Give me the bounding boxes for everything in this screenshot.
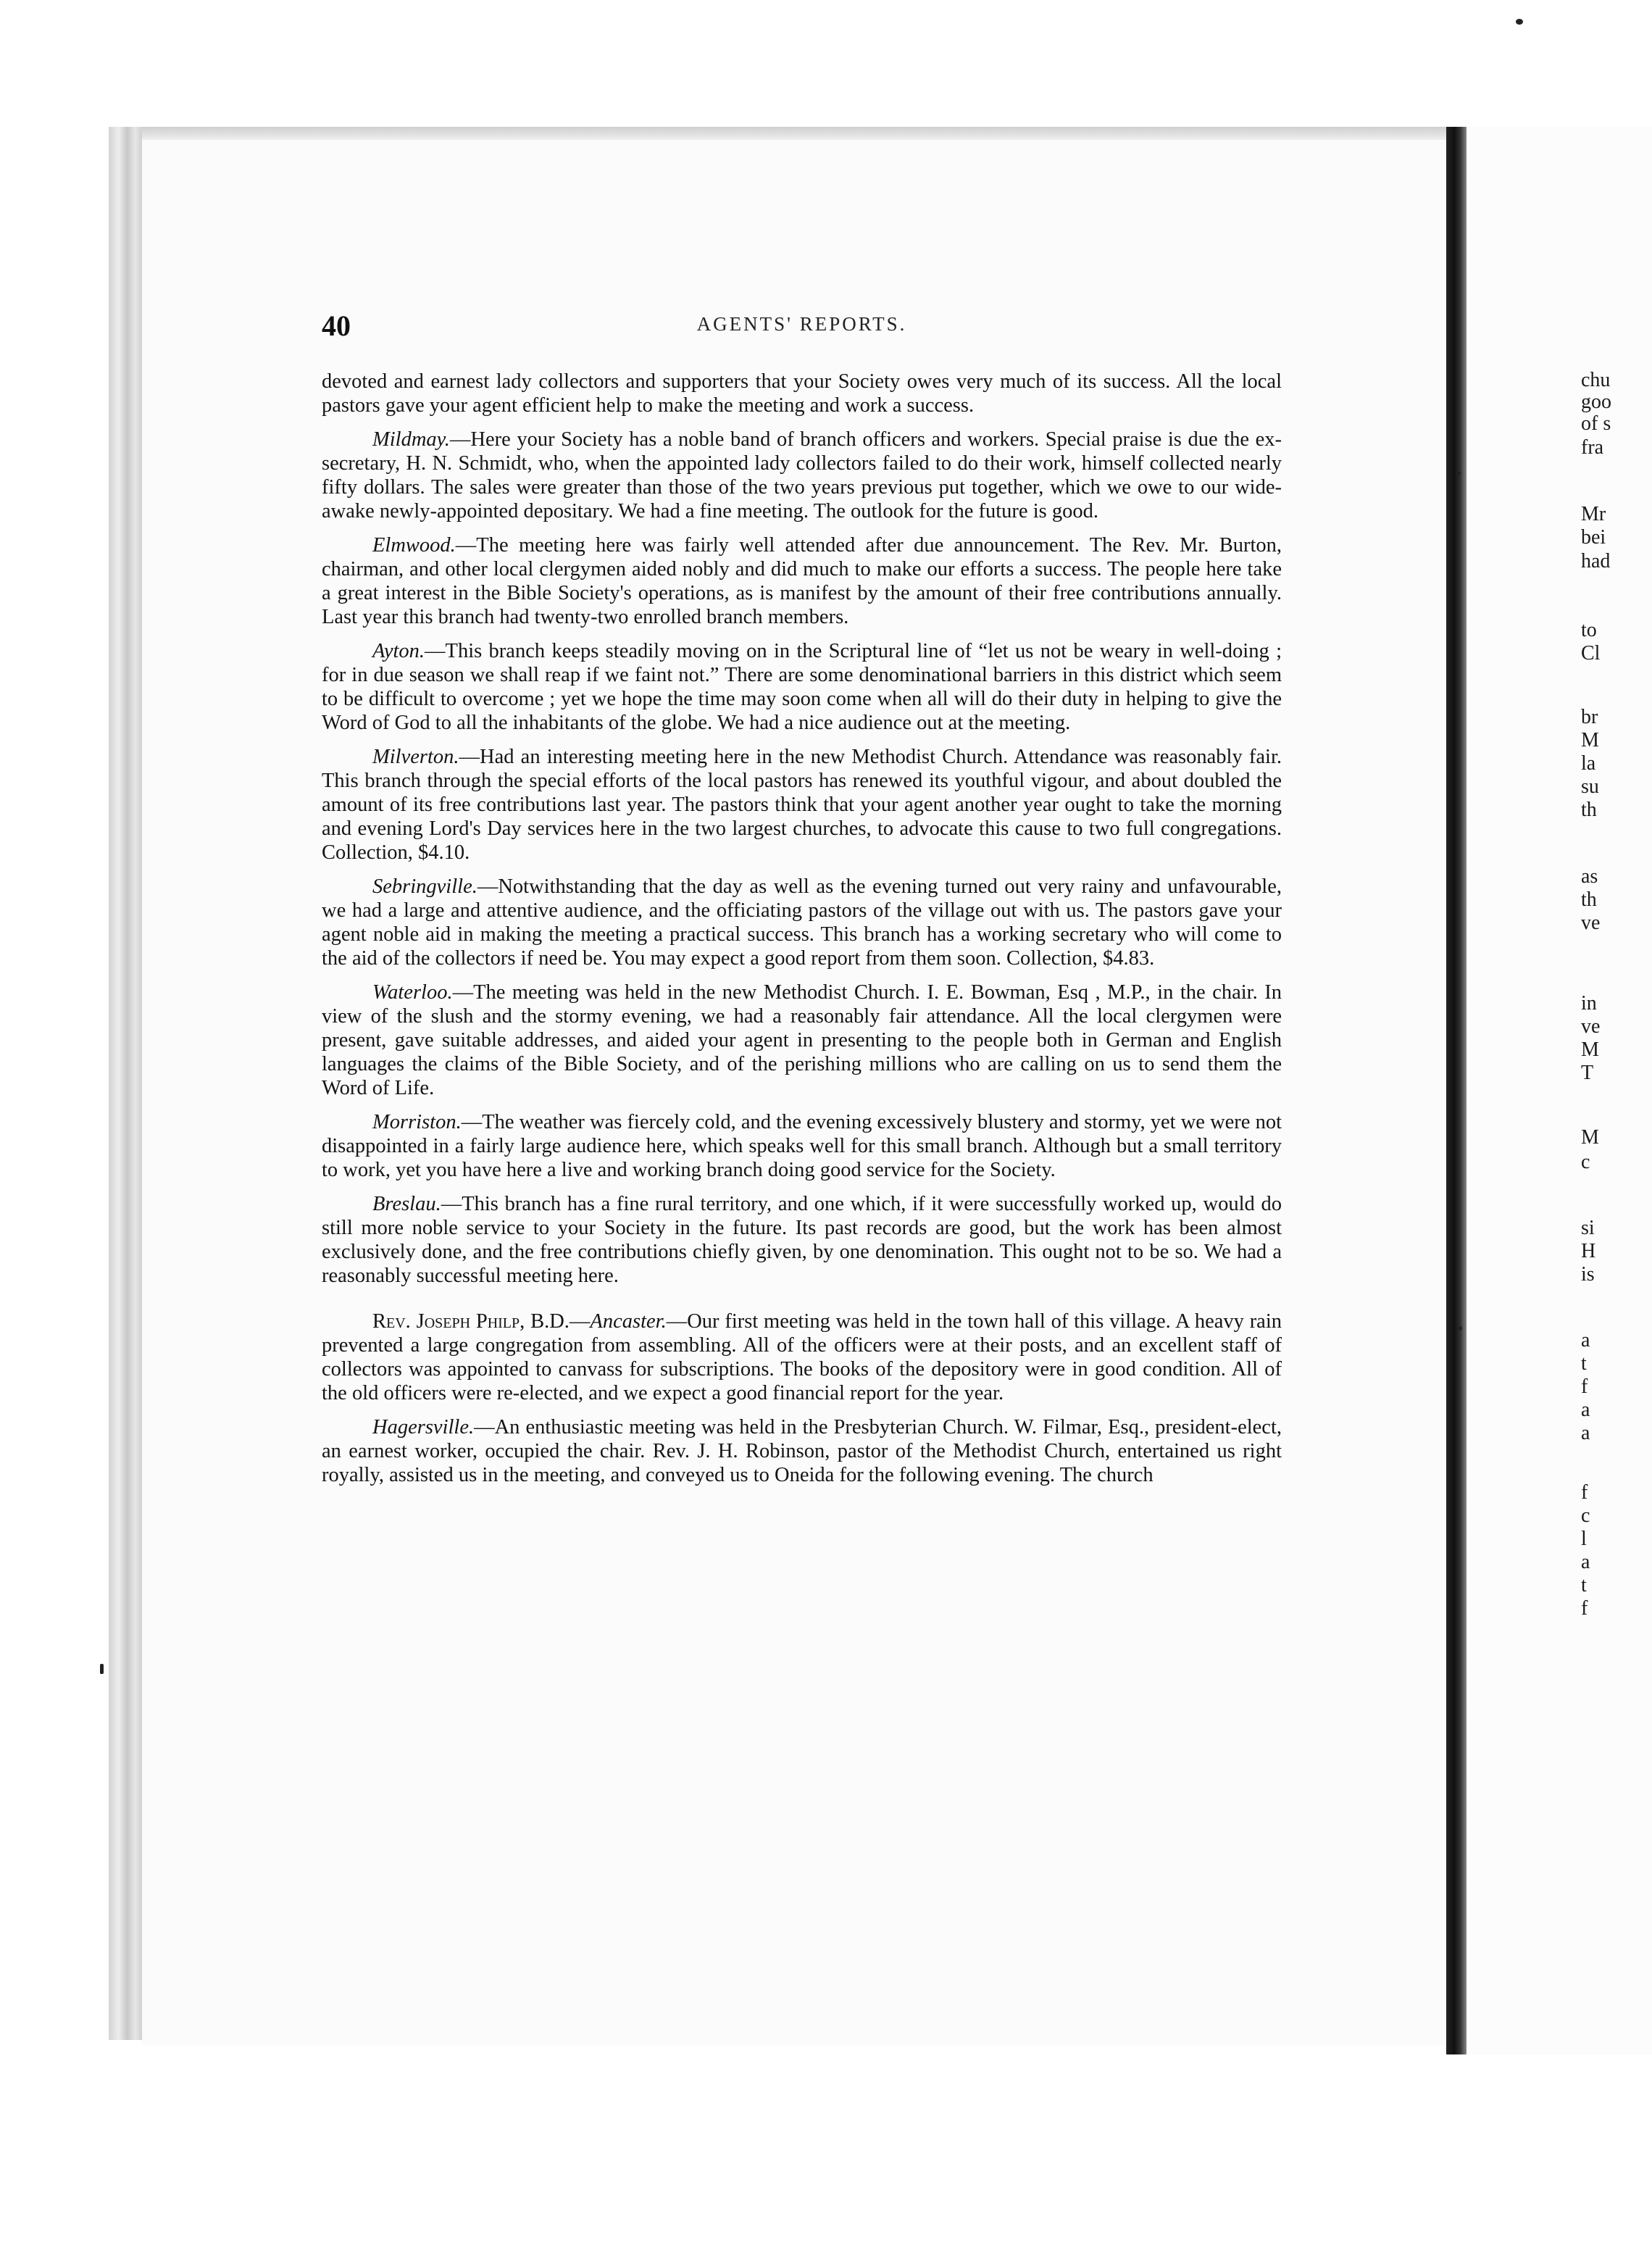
scan-speck <box>1516 19 1523 25</box>
agent-separator: — <box>569 1310 591 1333</box>
page-block-left-edge <box>109 127 142 2040</box>
right-page-text-fragment: su <box>1581 775 1599 798</box>
paragraph-text: —The weather was fiercely cold, and the evening excessively blustery and stormy, yet we were not disappointed in a fairly large audience here, which speaks well for this small branch. Although but a small territory to work, yet you have here a live and working branch doing good service for the Society. <box>322 1111 1282 1181</box>
right-page-text-fragment: H <box>1581 1240 1596 1262</box>
right-page-text-fragment: a <box>1581 1329 1590 1352</box>
right-page-text-fragment: t <box>1581 1352 1587 1375</box>
paragraph-text: —This branch has a fine rural territory, and one which, if it were successfully worked up, would do still more noble service to your Society in the future. Its past records are good, but the work has been almost exclusively done, and the free contributions chiefly given, by one denomination. This ought not to be so. We had a reasonably successful meeting here. <box>322 1193 1282 1287</box>
paragraph-text: —Notwithstanding that the day as well as the evening turned out very rainy and unfavourable, we had a large and attentive audience, and the officiating pastors of the village out with us. The pastors gave your agent noble aid in making the meeting a practical success. This branch has a working secretary who will come to the aid of the collectors if need be. You may expect a good report from them soon. Collection, $4.83. <box>322 875 1282 970</box>
paragraph-text: —Had an interesting meeting here in the new Methodist Church. Attendance was reasonably fair. This branch through the special efforts of the local pastors has renewed its youthful vigour, and about doubled the amount of its free contributions last year. The pastors think that your agent another year ought to take the morning and evening Lord's Day services here in the two largest churches, to advocate this cause to two full congregations. Collection, $4.10. <box>322 746 1282 864</box>
paragraph <box>322 533 1282 629</box>
place-name: Milverton. <box>372 746 459 768</box>
right-page-text-fragment: a <box>1581 1399 1590 1421</box>
paragraph <box>322 745 1282 865</box>
right-page-text-fragment: had <box>1581 550 1611 572</box>
right-page-text-fragment: f <box>1581 1375 1588 1398</box>
right-page-text-fragment: bei <box>1581 526 1606 549</box>
place-name: Morriston. <box>372 1111 462 1133</box>
right-page-text-fragment: t <box>1581 1574 1587 1596</box>
paragraph-text: —Our first meeting was held in the town hall of this village. A heavy rain prevented a large congregation from assembling. All of the officers were at their posts, and an excellent staff of collectors was appointed to canvass for subscriptions. The books of the depository were in good condition. All of the old officers were re-elected, and we expect a good financial report for the year. <box>322 1310 1282 1404</box>
right-page-text-fragment: as <box>1581 865 1598 888</box>
paragraph-text: —The meeting was held in the new Methodist Church. I. E. Bowman, Esq , M.P., in the chair. In view of the slush and the stormy evening, we had a reasonably fair attendance. All the local clergymen were present, gave suitable addresses, and aided your agent in presenting to the people both in German and English languages the claims of the Bible Society, and of the perishing millions who are calling on us to send them the Word of Life. <box>322 981 1282 1099</box>
paragraph-text: —An enthusiastic meeting was held in the Presbyterian Church. W. Filmar, Esq., president-elect, an earnest worker, occupied the chair. Rev. J. H. Robinson, pastor of the Methodist Church, entertained us right royally, assisted us in the meeting, and conveyed us to Oneida for the following evening. The church <box>322 1416 1282 1486</box>
right-page-text-fragment: fra <box>1581 436 1604 459</box>
paragraph <box>322 875 1282 970</box>
page-number: 40 <box>322 309 351 342</box>
place-name: Ayton. <box>372 640 425 662</box>
right-page-text-fragment: ve <box>1581 1015 1601 1038</box>
paragraph <box>322 1415 1282 1487</box>
right-page-text-fragment: th <box>1581 799 1597 821</box>
place-name: Hagersville. <box>372 1416 475 1438</box>
running-head: AGENTS' REPORTS. <box>696 313 907 335</box>
paragraph <box>322 1192 1282 1288</box>
book-gutter <box>1446 127 1467 2054</box>
right-page-text-fragment: f <box>1581 1597 1588 1620</box>
right-page-text-fragment: is <box>1581 1263 1595 1286</box>
place-name: Breslau. <box>372 1193 441 1215</box>
right-page-text-fragment: ve <box>1581 912 1601 934</box>
right-page-cropped <box>1467 127 1652 2054</box>
paragraph-text: —The meeting here was fairly well attended after due announcement. The Rev. Mr. Burton, chairman, and other local clergymen aided nobly and did much to make our efforts a success. The people here take a great interest in the Bible Society's operations, as is manifest by the amount of their free contributions annually. Last year this branch had twenty-two enrolled branch members. <box>322 534 1282 628</box>
place-name: Waterloo. <box>372 981 453 1004</box>
right-page-text-fragment: f <box>1581 1481 1588 1504</box>
place-name: Ancaster. <box>590 1310 667 1333</box>
place-name: Mildmay. <box>372 428 450 451</box>
paragraph <box>322 639 1282 735</box>
place-name: Elmwood. <box>372 534 456 557</box>
agent-section-paragraph <box>322 1309 1282 1405</box>
paragraph-text: —This branch keeps steadily moving on in the Scriptural line of “let us not be weary in well-doing ; for in due season we shall reap if we faint not.” There are some denominational barriers in this district which seem to be difficult to overcome ; yet we hope the time may soon come when all will do their duty in helping to give the Word of God to all the inhabitants of the globe. We had a nice audience out at the meeting. <box>322 640 1282 734</box>
body-text <box>322 370 1282 1497</box>
right-page-text-fragment: la <box>1581 752 1596 775</box>
right-page-text-fragment: T <box>1581 1062 1594 1084</box>
right-page-text-fragment: c <box>1581 1504 1590 1527</box>
paragraph-text: devoted and earnest lady collectors and supporters that your Society owes very much of its success. All the local pastors gave your agent efficient help to make the meeting and work a success. <box>322 370 1282 417</box>
right-page-text-fragment: si <box>1581 1217 1595 1239</box>
page-block-top-edge <box>109 127 1449 140</box>
right-page-text-fragment: th <box>1581 888 1597 911</box>
paragraph-text: —Here your Society has a noble band of branch officers and workers. Special praise is due the ex-secretary, H. N. Schmidt, who, when the appointed lady collectors failed to do their work, himself collected nearly fifty dollars. The sales were greater than those of the two years previous put together, which we owe to our wide-awake newly-appointed depositary. We had a fine meeting. The outlook for the future is good. <box>322 428 1282 522</box>
right-page-text-fragment: Mr <box>1581 503 1606 525</box>
right-page-text-fragment: goo <box>1581 391 1611 413</box>
right-page-text-fragment: c <box>1581 1151 1590 1173</box>
right-page-text-fragment: in <box>1581 992 1597 1015</box>
right-page-text-fragment: M <box>1581 1126 1599 1149</box>
right-page-text-fragment: M <box>1581 1038 1599 1061</box>
right-page-text-fragment: M <box>1581 729 1599 751</box>
right-page-text-fragment: to <box>1581 619 1597 641</box>
paragraph <box>322 980 1282 1100</box>
right-page-text-fragment: a <box>1581 1551 1590 1573</box>
scan-speck <box>100 1664 104 1674</box>
right-page-text-fragment: of s <box>1581 412 1611 435</box>
page-header <box>322 309 1282 342</box>
paragraph <box>322 1110 1282 1182</box>
scan-speck <box>1458 1326 1462 1331</box>
right-page-text-fragment: br <box>1581 706 1598 728</box>
right-page-text-fragment: l <box>1581 1528 1587 1550</box>
right-page-text-fragment: a <box>1581 1422 1590 1444</box>
paragraph <box>322 370 1282 417</box>
paragraph <box>322 428 1282 523</box>
scan-speck <box>1456 471 1461 475</box>
place-name: Sebringville. <box>372 875 477 898</box>
agent-name: Rev. Joseph Philp, B.D. <box>372 1310 570 1333</box>
right-page-text-fragment: Cl <box>1581 642 1601 665</box>
right-page-text-fragment: chu <box>1581 369 1611 391</box>
